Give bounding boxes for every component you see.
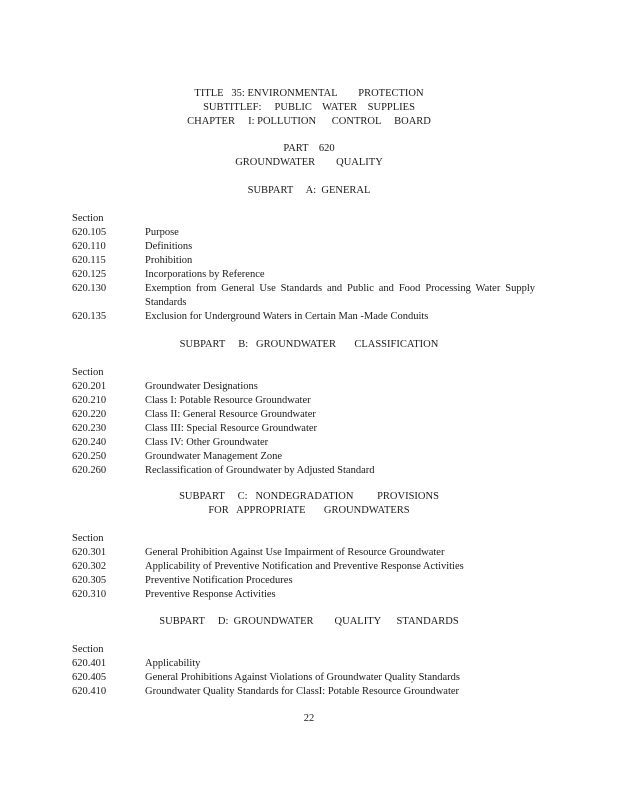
toc-row [72,588,552,602]
section-title: Exclusion for Underground Waters in Certain Man -Made Conduits [145,311,429,322]
section-title: Applicability [145,658,201,669]
section-number: 620.210 [72,395,107,406]
section-number: 620.220 [72,409,107,420]
part-number: PART 620 [283,143,335,154]
section-title: Class IV: Other Groundwater [145,437,269,448]
section-number: 620.310 [72,589,107,600]
section-number: 620.125 [72,269,107,280]
toc-row [72,422,552,436]
section-number: 620.130 [72,283,107,294]
toc-row [72,560,552,574]
section-title: General Prohibition Against Use Impairment of Resource Groundwater [145,547,445,558]
section-label: Section [72,367,104,378]
section-title: Class III: Special Resource Groundwater [145,423,318,434]
section-title: Preventive Notification Procedures [145,575,293,586]
toc-row [72,546,552,560]
section-number: 620.302 [72,561,107,572]
toc-row [72,574,552,588]
section-number: 620.260 [72,465,107,476]
page-number: 22 [303,713,315,724]
toc-row [72,394,552,408]
section-title: General Prohibitions Against Violations of Groundwater Quality Standards [145,672,461,683]
toc-row [72,464,552,478]
subpart-c-heading: SUBPART C: NONDEGRADATION PROVISIONS [179,491,439,502]
section-label: Section [72,213,104,224]
section-number: 620.401 [72,658,107,669]
chapter-line: CHAPTER I: POLLUTION CONTROL BOARD [187,116,431,127]
section-number: 620.110 [72,241,106,252]
section-title: Class I: Potable Resource Groundwater [145,395,311,406]
section-title: Purpose [145,227,179,238]
toc-row [72,671,552,685]
section-number: 620.135 [72,311,107,322]
section-label: Section [72,533,104,544]
section-title: Preventive Response Activities [145,589,276,600]
section-number: 620.250 [72,451,107,462]
section-number: 620.240 [72,437,107,448]
subtitle-line: SUBTITLEF: PUBLIC WATER SUPPLIES [203,102,415,113]
section-number: 620.115 [72,255,106,266]
toc-row [72,240,552,254]
section-title: Reclassification of Groundwater by Adjusted Standard [145,465,375,476]
toc-row [72,380,552,394]
section-title: Prohibition [145,255,193,266]
subpart-b-heading: SUBPART B: GROUNDWATER CLASSIFICATION [179,339,439,350]
section-title: Class II: General Resource Groundwater [145,409,316,420]
section-title: Incorporations by Reference [145,269,265,280]
section-title: Groundwater Management Zone [145,451,283,462]
section-title: Groundwater Designations [145,381,258,392]
section-label: Section [72,644,104,655]
section-number: 620.201 [72,381,107,392]
section-title: Groundwater Quality Standards for ClassI: Potable Resource Groundwater [145,686,460,697]
toc-row [72,408,552,422]
subpart-a-heading: SUBPART A: GENERAL [247,185,371,196]
subpart-d-heading: SUBPART D: GROUNDWATER QUALITY STANDARDS [159,616,459,627]
toc-row [72,268,552,282]
section-number: 620.410 [72,686,107,697]
subpart-c-heading-line2: FOR APPROPRIATE GROUNDWATERS [208,505,410,516]
section-title: Applicability of Preventive Notification and Preventive Response Activities [145,561,464,572]
section-title: Exemption from General Use Standards and Public and Food Processing Water Supply Standards [145,283,535,308]
toc-row [72,657,552,671]
toc-row [72,226,552,240]
title-line: TITLE 35: ENVIRONMENTAL PROTECTION [194,88,424,99]
section-number: 620.405 [72,672,107,683]
part-title: GROUNDWATER QUALITY [235,157,383,168]
toc-row [72,282,552,310]
toc-row [72,450,552,464]
toc-row [72,310,552,324]
toc-row [72,436,552,450]
section-number: 620.301 [72,547,107,558]
section-number: 620.305 [72,575,107,586]
section-number: 620.230 [72,423,107,434]
toc-row [72,685,552,699]
section-number: 620.105 [72,227,107,238]
toc-row [72,254,552,268]
section-title: Definitions [145,241,193,252]
